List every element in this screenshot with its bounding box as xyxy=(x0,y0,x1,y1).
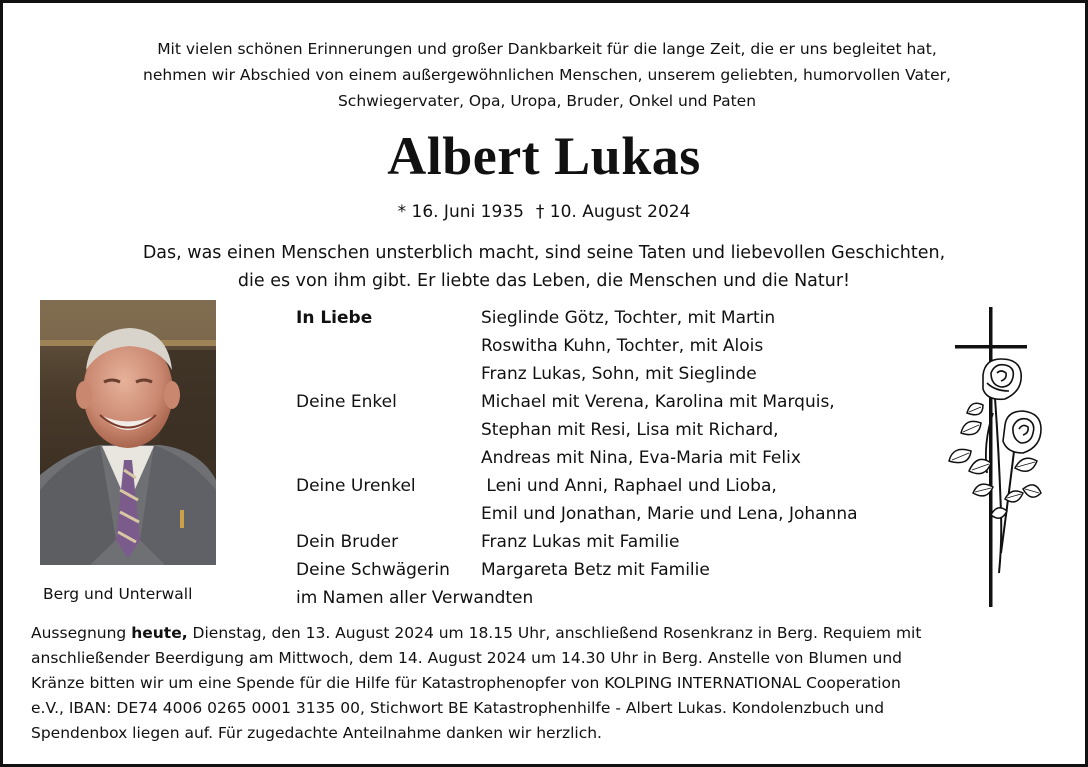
list-item xyxy=(296,388,936,416)
intro-text xyxy=(43,36,1051,114)
mourner-label: Deine Urenkel xyxy=(296,476,416,496)
funeral-line: Spendenbox liegen auf. Für zugedachte Anteilnahme danken wir herzlich. xyxy=(31,724,602,742)
funeral-line: Kränze bitten wir um eine Spende für die Hilfe für Katastrophenopfer von KOLPING INTERNATIONAL Cooperation xyxy=(31,674,901,692)
list-item xyxy=(296,472,936,500)
birth-date: * 16. Juni 1935 xyxy=(397,202,524,222)
funeral-line: anschließender Beerdigung am Mittwoch, dem 14. August 2024 um 14.30 Uhr in Berg. Anstelle von Blumen und xyxy=(31,649,903,667)
photo-caption: Berg und Unterwall xyxy=(43,585,193,603)
death-date: † 10. August 2024 xyxy=(535,202,691,222)
intro-line: Schwiegervater, Opa, Uropa, Bruder, Onkel und Paten xyxy=(337,92,757,110)
funeral-line: e.V., IBAN: DE74 4006 0265 0001 3135 00, Stichwort BE Katastrophenhilfe - Albert Lukas. Kondolenzbuch und xyxy=(31,699,885,717)
funeral-line xyxy=(31,621,1061,646)
mourner-names: Sieglinde Götz, Tochter, mit Martin xyxy=(481,308,776,328)
closing-line: im Namen aller Verwandten xyxy=(296,588,534,608)
list-item xyxy=(296,500,936,528)
mourner-label xyxy=(296,360,481,388)
mourner-names: Michael mit Verena, Karolina mit Marquis, xyxy=(481,392,835,412)
deceased-name: Albert Lukas xyxy=(387,126,701,186)
funeral-emphasis: heute, xyxy=(131,624,188,642)
list-item xyxy=(296,528,936,556)
mourner-names: Franz Lukas mit Familie xyxy=(481,532,680,552)
life-dates xyxy=(3,200,1085,224)
mourner-names: Margareta Betz mit Familie xyxy=(481,560,710,580)
mourner-label xyxy=(296,444,481,472)
funeral-text: Aussegnung xyxy=(31,624,132,642)
mourner-names: Leni und Anni, Raphael und Lioba, xyxy=(481,476,777,496)
mourner-names: Roswitha Kuhn, Tochter, mit Alois xyxy=(481,336,764,356)
funeral-text: Dienstag, den 13. August 2024 um 18.15 Uhr, anschließend Rosenkranz in Berg. Requiem mit xyxy=(187,624,922,642)
list-item xyxy=(296,556,936,584)
mourner-names: Emil und Jonathan, Marie und Lena, Johanna xyxy=(481,504,858,524)
motto-text xyxy=(3,239,1085,295)
mourner-names: Andreas mit Nina, Eva-Maria mit Felix xyxy=(481,448,801,468)
list-item xyxy=(296,304,936,332)
list-item xyxy=(296,332,936,360)
list-item xyxy=(296,444,936,472)
intro-line: nehmen wir Abschied von einem außergewöhnlichen Menschen, unserem geliebten, humorvollen Vater, xyxy=(143,66,951,84)
motto-line: die es von ihm gibt. Er liebte das Leben, die Menschen und die Natur! xyxy=(237,271,851,291)
mourner-label: Deine Enkel xyxy=(296,392,397,412)
portrait-photo xyxy=(40,300,216,565)
mourner-label xyxy=(296,332,481,360)
motto-line: Das, was einen Menschen unsterblich macht, sind seine Taten und liebevollen Geschichten, xyxy=(142,243,946,263)
mourner-label xyxy=(296,500,481,528)
list-item xyxy=(296,416,936,444)
mourner-label: In Liebe xyxy=(296,308,373,328)
mourner-names: Franz Lukas, Sohn, mit Sieglinde xyxy=(481,364,757,384)
mourner-names: Stephan mit Resi, Lisa mit Richard, xyxy=(481,420,779,440)
cross-with-roses-icon xyxy=(943,303,1053,613)
mourner-label xyxy=(296,416,481,444)
mourner-label: Deine Schwägerin xyxy=(296,560,450,580)
mourner-label: Dein Bruder xyxy=(296,532,399,552)
funeral-details xyxy=(31,621,1061,746)
mourners-list xyxy=(296,304,936,612)
list-item xyxy=(296,360,936,388)
intro-line: Mit vielen schönen Erinnerungen und großer Dankbarkeit für die lange Zeit, die er uns begleitet hat, xyxy=(157,40,937,58)
